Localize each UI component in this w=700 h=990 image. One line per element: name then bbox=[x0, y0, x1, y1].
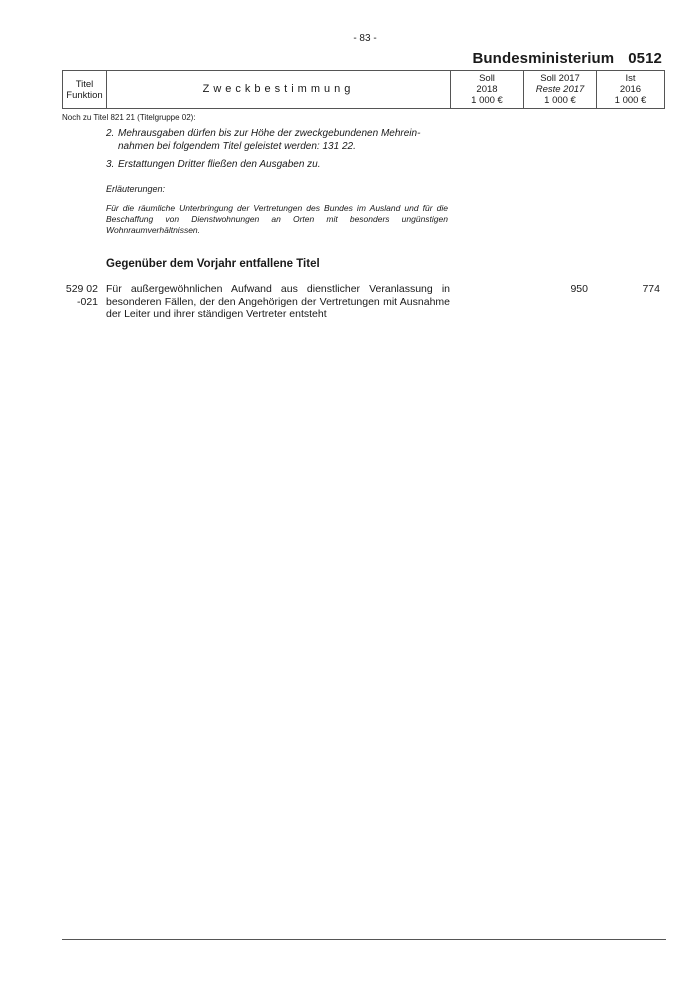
entry-description: Für außergewöhnlichen Aufwand aus dienstlicher Veranlassung in besonderen Fällen, der den Angehörigen der Vertretungen mit Ausnahme der Leiter und ihrer ständigen Vertreter entsteht bbox=[106, 283, 450, 320]
erlaeuterungen-heading: Erläuterungen: bbox=[106, 184, 166, 194]
note-number: 3. bbox=[106, 159, 115, 170]
header-ist-2016-label: Ist bbox=[625, 73, 636, 84]
page-number: - 83 - bbox=[353, 33, 377, 44]
header-reste-2017: Reste 2017 bbox=[535, 84, 585, 95]
header-funktion: Funktion bbox=[66, 89, 103, 101]
ministry-name: Bundesministerium bbox=[472, 50, 615, 67]
header-ist-2016-year: 2016 bbox=[619, 84, 642, 95]
header-zweckbestimmung bbox=[107, 71, 451, 108]
note-text-continued: nahmen bei folgendem Titel geleistet werden: 131 22. bbox=[118, 141, 356, 152]
header-ist-2016 bbox=[597, 71, 664, 108]
footer-divider bbox=[62, 939, 666, 940]
header-soll-2018-label: Soll bbox=[479, 73, 495, 84]
note-item bbox=[106, 158, 451, 171]
header-zweckbestimmung-label: Zweckbestimmung bbox=[202, 83, 355, 95]
entry-titel-funktion bbox=[62, 283, 98, 308]
entry-ist-2016: 774 bbox=[642, 283, 660, 295]
header-ist-2016-unit: 1 000 € bbox=[614, 95, 647, 106]
section-heading: Gegenüber dem Vorjahr entfallene Titel bbox=[106, 258, 320, 270]
header-soll-2018-year: 2018 bbox=[476, 84, 498, 95]
header-titel: Titel bbox=[75, 78, 94, 90]
entry-soll-2017: 950 bbox=[570, 283, 588, 295]
header-titel-funktion bbox=[63, 71, 107, 108]
column-header-table bbox=[62, 70, 665, 109]
ministry-header bbox=[472, 50, 662, 67]
header-soll-2017-label: Soll 2017 bbox=[540, 73, 580, 84]
entry-titel: 529 02 bbox=[65, 283, 98, 295]
chapter-code: 0512 bbox=[628, 50, 662, 67]
erlaeuterungen-text: Für die räumliche Unterbringung der Vertretungen des Bundes im Ausland und für die Beschaffung von Dienstwohnungen an Orten mit besonders ungünstigen Wohnraumverhältnissen. bbox=[106, 203, 448, 235]
header-soll-2017 bbox=[524, 71, 597, 108]
entry-funktion: -021 bbox=[76, 295, 98, 308]
header-soll-2017-unit: 1 000 € bbox=[544, 95, 576, 106]
note-number: 2. bbox=[106, 128, 115, 139]
header-soll-2018 bbox=[451, 71, 524, 108]
note-text: Erstattungen Dritter fließen den Ausgaben zu. bbox=[118, 159, 321, 170]
note-item bbox=[106, 127, 451, 153]
context-line: Noch zu Titel 821 21 (Titelgruppe 02): bbox=[62, 113, 196, 122]
note-text: Mehrausgaben dürfen bis zur Höhe der zweckgebundenen Mehrein- bbox=[118, 128, 421, 139]
header-soll-2018-unit: 1 000 € bbox=[471, 95, 503, 106]
